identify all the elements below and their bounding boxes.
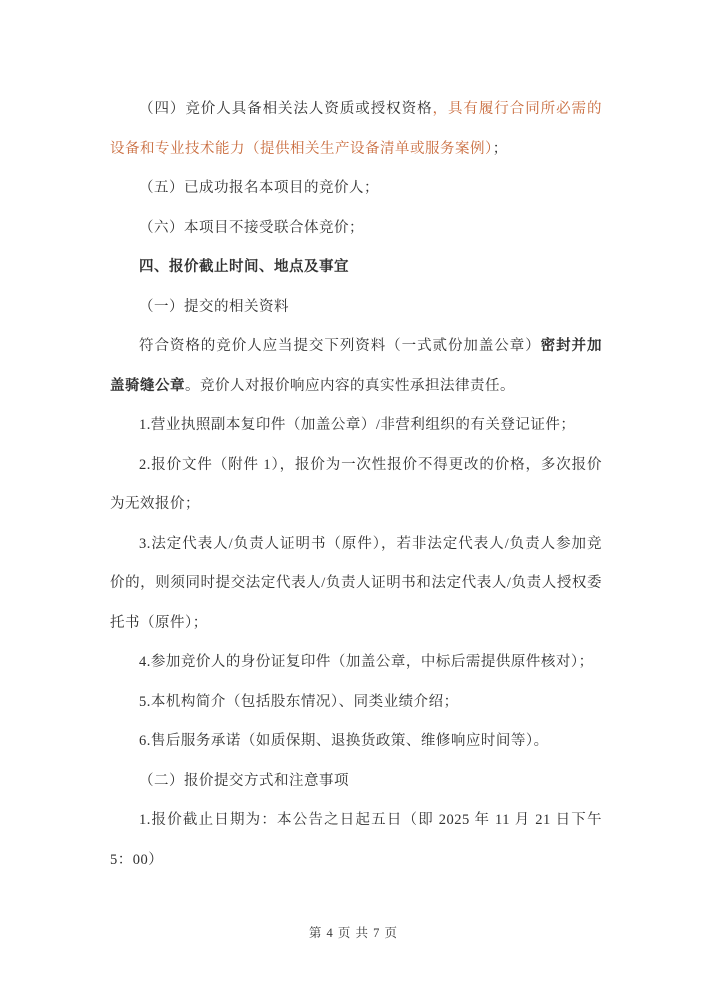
paragraph [110, 406, 602, 446]
text-run: 2.报价文件（附件 1），报价为一次性报价不得更改的价格，多次报价为无效报价； [110, 456, 602, 512]
text-run: ； [492, 140, 508, 157]
document-body [110, 90, 602, 880]
paragraph [110, 446, 602, 525]
text-run: 3.法定代表人/负责人证明书（原件），若非法定代表人/负责人参加竞价的，则须同时提交法定代表人/负责人证明书和法定代表人/负责人授权委托书（原件）； [110, 535, 602, 631]
section-heading [110, 248, 602, 288]
paragraph [110, 90, 602, 169]
paragraph [110, 762, 602, 802]
paragraph [110, 169, 602, 209]
text-run: 6.售后服务承诺（如质保期、退换货政策、维修响应时间等）。 [139, 733, 549, 749]
text-run: 1.报价截止日期为：本公告之日起五日（即 2025 年 11 月 21 日下午 5：00） [110, 812, 602, 868]
text-run: （二）报价提交方式和注意事项 [139, 772, 349, 789]
text-run: 5.本机构简介（包括股东情况）、同类业绩介绍； [139, 693, 459, 710]
text-run: （四）竞价人具备相关法人资质或授权资格 [139, 101, 433, 117]
paragraph [110, 209, 602, 249]
text-run: （一）提交的相关资料 [139, 298, 289, 315]
paragraph [110, 722, 602, 762]
text-run: （六）本项目不接受联合体竞价； [139, 219, 364, 236]
text-run: 4.参加竞价人的身份证复印件（加盖公章，中标后需提供原件核对）； [139, 654, 594, 670]
text-run-orange: ，具有履行合同所必需的设备和专业技术能力（提供相关生产设备清单或服务案例） [110, 101, 602, 157]
text-run: （五）已成功报名本项目的竞价人； [139, 180, 379, 196]
text-run-bold: 密封并加盖骑缝公章 [110, 338, 603, 394]
text-run: 。竞价人对报价响应内容的真实性承担法律责任。 [185, 377, 515, 394]
page-footer: 第 4 页 共 7 页 [308, 926, 399, 940]
paragraph [110, 525, 602, 644]
text-run-bold: 四、报价截止时间、地点及事宜 [139, 259, 349, 275]
paragraph [110, 801, 602, 880]
text-run: 符合资格的竞价人应当提交下列资料（一式贰份加盖公章） [139, 338, 541, 354]
paragraph [110, 288, 602, 328]
text-run: 1.营业执照副本复印件（加盖公章）/非营利组织的有关登记证件； [139, 417, 576, 433]
paragraph [110, 683, 602, 723]
paragraph [110, 643, 602, 683]
paragraph [110, 327, 602, 406]
